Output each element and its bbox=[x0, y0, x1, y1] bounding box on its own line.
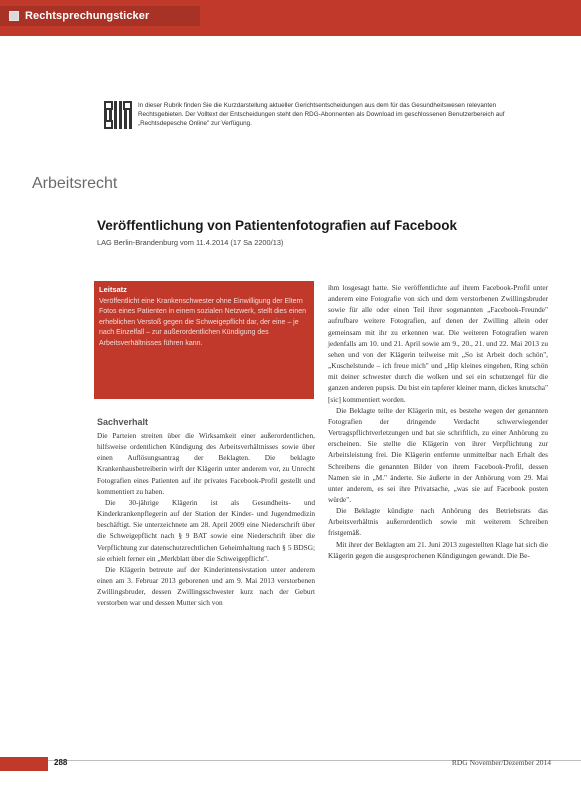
paragraph: Die Beklagte teilte der Klägerin mit, es bestehe wegen der genannten Fotografien der dringende Verdacht schwerwiegender Vertragspflichtverletzungen und bat sie schriftlich, zu einer Anhörung zu erscheinen. Sie stellte die Klägerin von ihrer Verpflichtung zur Arbeitsleistung frei. Die Klägerin entfernte unmittelbar nach Erhalt des Schreibens die genannten Bilder von ihrem Facebook-Profil, dessen Namen sie in „M." änderte. Sie äußerte in der Anhörung vom 29. Mai unter anderem, es sei ihre Privatsache, „was sie auf Facebook posten würde". bbox=[328, 405, 548, 504]
paragraph: ihm losgesagt hatte. Sie veröffentlichte auf ihrem Facebook-Profil unter anderem eine Fotografie von sich und dem verstorbenen Zwillingsbruder sowie für alle oder einen Teil ihrer sogenannten „Facebook-Freunde" aufrufbare weitere Fotografien, auf denen der Zwilling allein oder gemeinsam mit ihr zu erkennen war. Die weiteren Fotografien waren jedenfalls am 10. und 21. April sowie am 9., 20., 21. und 22. Mai 2013 zu sehen und von der Klägerin teilweise mit „So ist Arbeit doch schön", „Kuschelstunde – ich freue mich" und „Hip kleines eingehen, Ring schön mit deiner schwester durch die wolken und sei ein schutzengel für die ganzen anderen pupsis. Du bist ein tapferer kleiner mann, dickes knutscha" [sic] kommentiert worden. bbox=[328, 283, 548, 404]
section-heading: Arbeitsrecht bbox=[32, 175, 118, 192]
paragraph: Die 30-jährige Klägerin ist als Gesundheits- und Kinderkrankenpflegerin auf der Station der Kinder- und Jugendmedizin beschäftigt. Sie unterzeichnete am 28. April 2009 eine Niederschrift über die Schweigepflicht nach § 9 BAT sowie eine Niederschrift über die Verpflichtung zur datenschutzrechtlichen Geheimhaltung nach § 5 BDSG; sie erhielt ferner ein „Merkblatt über die Schweigepflicht". bbox=[97, 497, 315, 563]
left-column bbox=[97, 430, 315, 609]
right-column bbox=[328, 282, 548, 561]
page-number: 288 bbox=[54, 758, 68, 767]
paragraph: Die Parteien streiten über die Wirksamkeit einer außerordentlichen, hilfsweise ordentlichen Kündigung des Arbeitsverhältnisses sowie über einen Auflösungsantrag der Beklagten. Die beklagte Krankenhausbetreiberin wirft der Klägerin unter anderem vor, zu Unrecht Fotografien eines Patienten auf ihr privates Facebook-Profil gestellt und kommentiert zu haben. bbox=[97, 431, 315, 496]
footer-accent-bar bbox=[0, 757, 48, 771]
header-band bbox=[0, 0, 581, 36]
rubric-title: Rechtsprechungsticker bbox=[25, 10, 150, 22]
sachverhalt-heading: Sachverhalt bbox=[97, 417, 149, 427]
header-tab bbox=[0, 6, 200, 26]
paragraph: Mit ihrer der Beklagten am 21. Juni 2013 zugestellten Klage hat sich die Klägerin gegen die ausgesprochenen Kündigungen gewandt. Die Be- bbox=[328, 539, 548, 560]
paragraph: Die Klägerin betreute auf der Kinderintensivstation unter anderem einen am 3. Februar 2013 geborenen und am 9. Mai 2013 verstorbenen Zwillingsbruder, dessen Zwillingsschwester kurz nach der Geburt verstorben war und dessen Mutter sich von bbox=[97, 564, 315, 608]
checkbox-square-icon bbox=[9, 11, 19, 21]
rubric-intro-note: In dieser Rubrik finden Sie die Kurzdarstellung aktueller Gerichtsentscheidungen aus dem für das Gesundheitswesen relevanten Rechtsgebieten. Der Volltext der Entscheidungen steht den RDG-Abonnenten als Download im geschlossenen Benutzerbereich auf „Rechtsdepesche Online" zur Verfügung. bbox=[138, 102, 505, 128]
leitsatz-label: Leitsatz bbox=[99, 285, 127, 294]
paragraph: Die Beklagte kündigte nach Anhörung des Betriebsrats das Arbeitsverhältnis außerordentlich sowie mit weiterem Schreiben fristgemäß. bbox=[328, 506, 548, 538]
article-title: Veröffentlichung von Patientenfotografien auf Facebook bbox=[97, 218, 458, 233]
journal-issue: RDG November/Dezember 2014 bbox=[451, 758, 551, 767]
qr-code-icon[interactable] bbox=[104, 101, 132, 129]
leitsatz-box bbox=[94, 281, 314, 399]
article-court-reference: LAG Berlin-Brandenburg vom 11.4.2014 (17 Sa 2200/13) bbox=[97, 238, 284, 247]
leitsatz-text: Veröffentlicht eine Krankenschwester ohne Einwilligung der Eltern Fotos eines Patienten in einem sozialen Netzwerk, stellt dies einen erheblichen Verstoß gegen die Schweigepflicht dar, der eine – je nach Einzelfall – zur außerordentlichen Kündigung des Arbeitsverhältnisses führen kann. bbox=[99, 298, 306, 347]
